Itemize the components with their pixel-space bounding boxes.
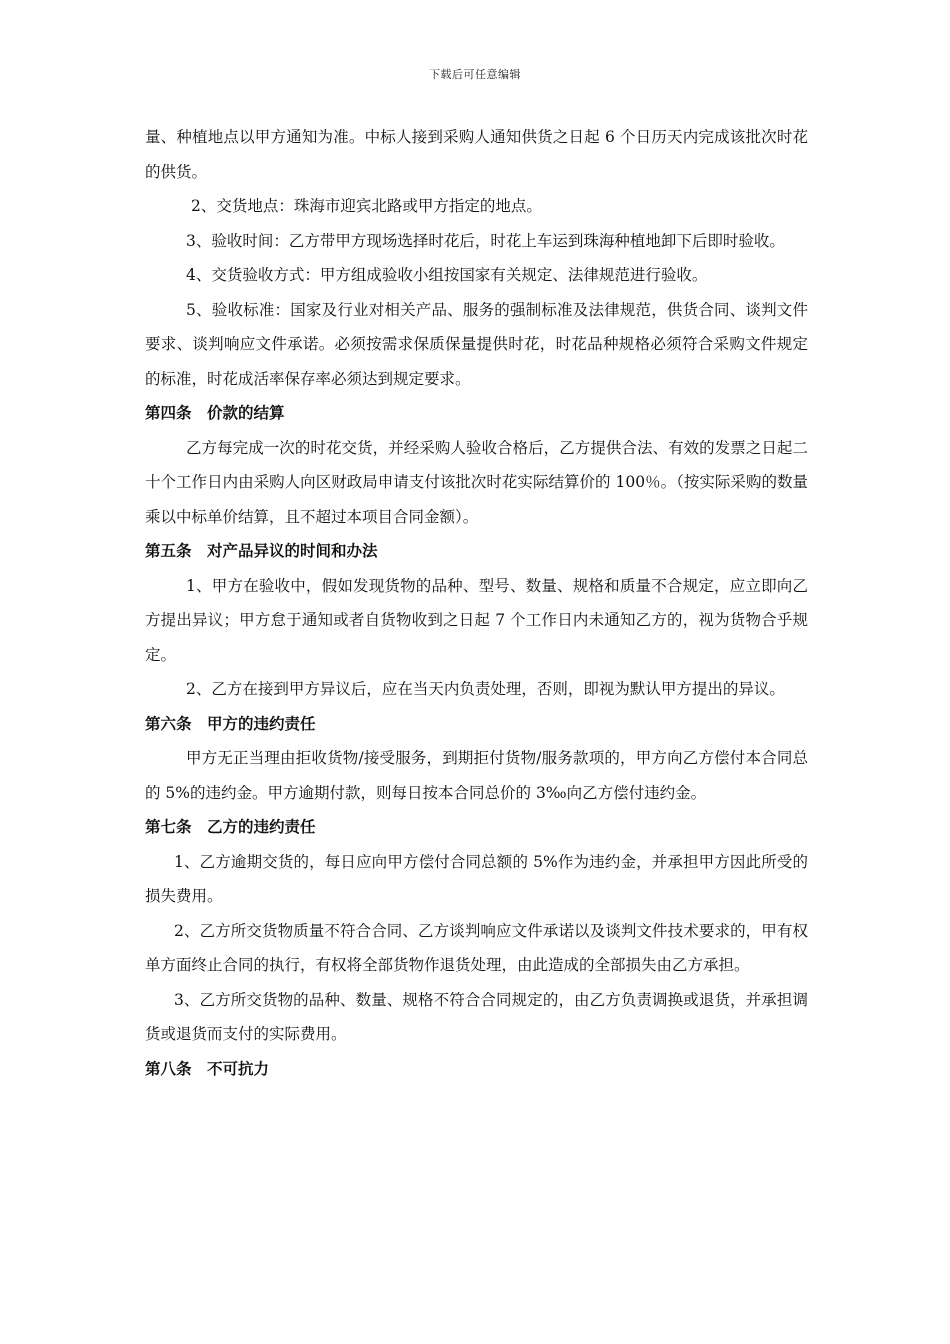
paragraph: 甲方无正当理由拒收货物/接受服务，到期拒付货物/服务款项的，甲方向乙方偿付本合同总的 5%的违约金。甲方逾期付款，则每日按本合同总价的 3‰向乙方偿付违约金。 [145, 749, 808, 802]
section-heading: 第六条 甲方的违约责任 [145, 713, 316, 733]
paragraph: 量、种植地点以甲方通知为准。中标人接到采购人通知供货之日起 6 个日历天内完成该批次时花的供货。 [145, 128, 808, 181]
paragraph: 1、甲方在验收中，假如发现货物的品种、型号、数量、规格和质量不合规定，应立即向乙方提出异议；甲方怠于通知或者自货物收到之日起 7 个工作日内未通知乙方的，视为货物合乎规定。 [145, 576, 808, 664]
section-heading: 第四条 价款的结算 [145, 403, 285, 422]
paragraph: 3、验收时间：乙方带甲方现场选择时花后，时花上车运到珠海种植地卸下后即时验收。 [186, 231, 785, 250]
paragraph: 1、乙方逾期交货的，每日应向甲方偿付合同总额的 5%作为违约金，并承担甲方因此所受的损失费用。 [145, 852, 808, 905]
paragraph: 3、乙方所交货物的品种、数量、规格不符合合同规定的，由乙方负责调换或退货，并承担调货或退货而支付的实际费用。 [145, 990, 808, 1043]
paragraph: 2、乙方所交货物质量不符合合同、乙方谈判响应文件承诺以及谈判文件技术要求的，甲有权单方面终止合同的执行，有权将全部货物作退货处理，由此造成的全部损失由乙方承担。 [145, 921, 808, 974]
paragraph: 2、乙方在接到甲方异议后，应在当天内负责处理，否则，即视为默认甲方提出的异议。 [186, 680, 785, 698]
paragraph: 5、验收标准：国家及行业对相关产品、服务的强制标准及法律规范，供货合同、谈判文件要求、谈判响应文件承诺。必须按需求保质保量提供时花，时花品种规格必须符合采购文件规定的标准，时花成活率保存率必须达到规定要求。 [145, 300, 808, 388]
paragraph: 乙方每完成一次的时花交货，并经采购人验收合格后，乙方提供合法、有效的发票之日起二十个工作日内由采购人向区财政局申请支付该批次时花实际结算价的 100％。（按实际采购的数量乘以中标单价结算，且不超过本项目合同金额）。 [145, 438, 808, 526]
paragraph: 4、交货验收方式：甲方组成验收小组按国家有关规定、法律规范进行验收。 [186, 266, 708, 284]
section-heading: 第八条 不可抗力 [145, 1058, 270, 1078]
section-heading: 第七条 乙方的违约责任 [145, 817, 316, 836]
paragraph: 2、交货地点：珠海市迎宾北路或甲方指定的地点。 [191, 197, 542, 215]
document-body [145, 120, 808, 1086]
section-heading: 第五条 对产品异议的时间和办法 [145, 541, 378, 560]
page-header: 下载后可任意编辑 [429, 68, 521, 81]
